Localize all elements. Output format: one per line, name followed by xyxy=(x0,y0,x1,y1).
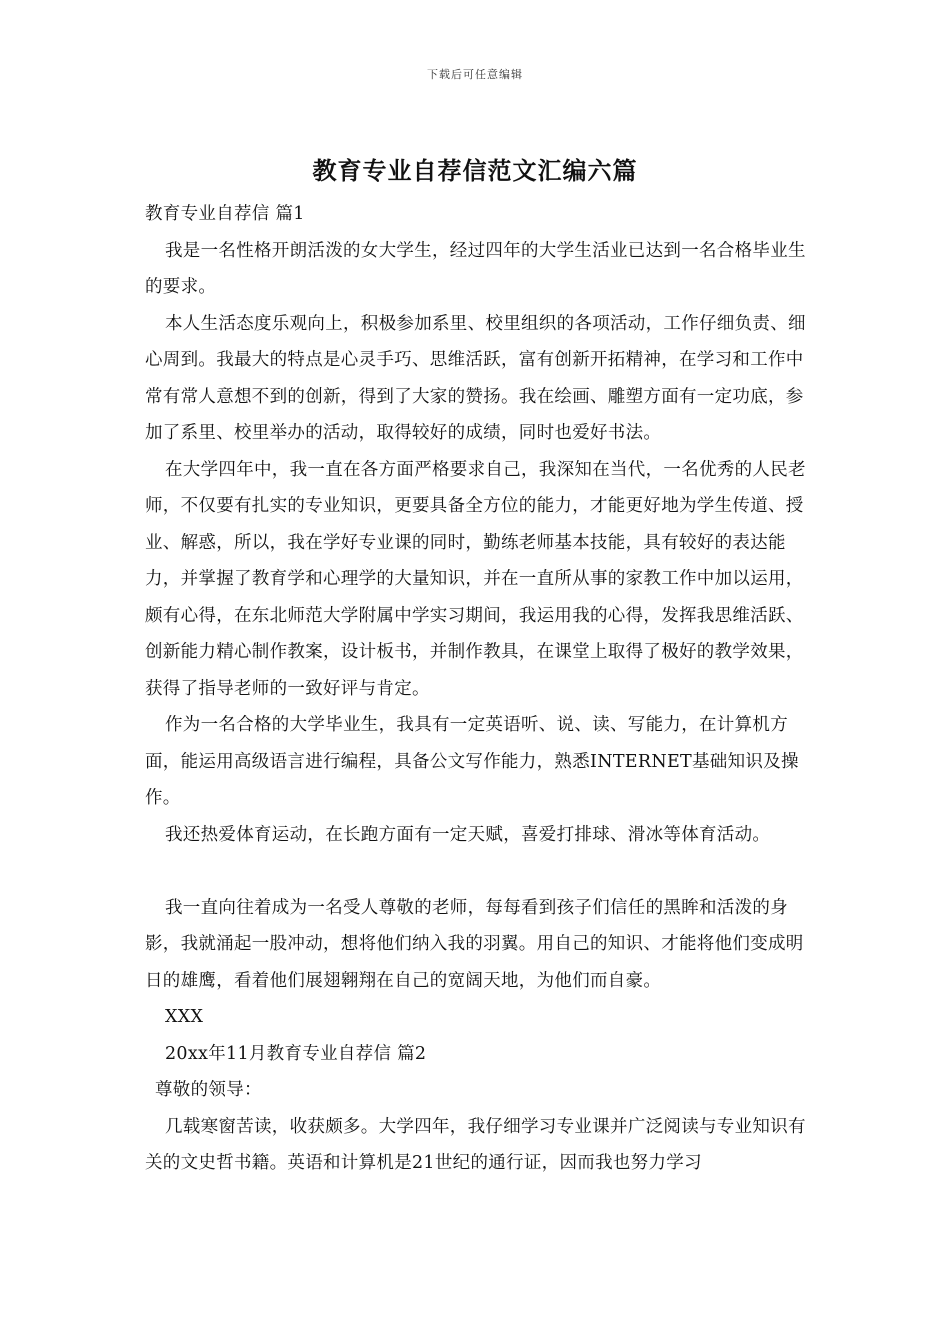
paragraph: 我还热爱体育运动，在长跑方面有一定天赋，喜爱打排球、滑冰等体育活动。 xyxy=(165,824,771,845)
paragraph: 几载寒窗苦读，收获颇多。大学四年，我仔细学习专业课并广泛阅读与专业知识有关的文史哲书籍。英语和计算机是21世纪的通行证，因而我也努力学习 xyxy=(145,1116,806,1173)
section-heading-1: 教育专业自荐信 篇1 xyxy=(145,204,305,224)
paragraph: 我是一名性格开朗活泼的女大学生，经过四年的大学生活业已达到一名合格毕业生的要求。 xyxy=(145,240,806,297)
paragraph: 在大学四年中，我一直在各方面严格要求自己，我深知在当代，一名优秀的人民老师，不仅要有扎实的专业知识，更要具备全方位的能力，才能更好地为学生传道、授业、解惑，所以，我在学好专业课的同时，勤练老师基本技能，具有较好的表达能力，并掌握了教育学和心理学的大量知识，并在一直所从事的家教工作中加以运用，颇有心得，在东北师范大学附属中学实习期间，我运用我的心得，发挥我思维活跃、创新能力精心制作教案，设计板书，并制作教具，在课堂上取得了极好的教学效果，获得了指导老师的一致好评与肯定。 xyxy=(145,459,806,699)
signature: XXX xyxy=(165,1007,204,1027)
blank-line xyxy=(145,853,815,890)
date-and-section-heading-2: 20xx年11月教育专业自荐信 篇2 xyxy=(165,1043,427,1064)
paragraph: 本人生活态度乐观向上，积极参加系里、校里组织的各项活动，工作仔细负责、细心周到。我最大的特点是心灵手巧、思维活跃，富有创新开拓精神，在学习和工作中常有常人意想不到的创新，得到了大家的赞扬。我在绘画、雕塑方面有一定功底，参加了系里、校里举办的活动，取得较好的成绩，同时也爱好书法。 xyxy=(145,313,806,443)
document-body xyxy=(145,196,815,1182)
salutation: 尊敬的领导： xyxy=(155,1080,262,1100)
paragraph: 我一直向往着成为一名受人尊敬的老师，每每看到孩子们信任的黑眸和活泼的身影，我就涌起一股冲动，想将他们纳入我的羽翼。用自己的知识、才能将他们变成明日的雄鹰，看着他们展翅翱翔在自己的宽阔天地，为他们而自豪。 xyxy=(145,897,804,991)
paragraph: 作为一名合格的大学毕业生，我具有一定英语听、说、读、写能力，在计算机方面，能运用高级语言进行编程，具备公文写作能力，熟悉INTERNET基础知识及操作。 xyxy=(145,715,799,808)
document-title: 教育专业自荐信范文汇编六篇 xyxy=(312,156,638,185)
header-note: 下载后可任意编辑 xyxy=(427,68,523,81)
